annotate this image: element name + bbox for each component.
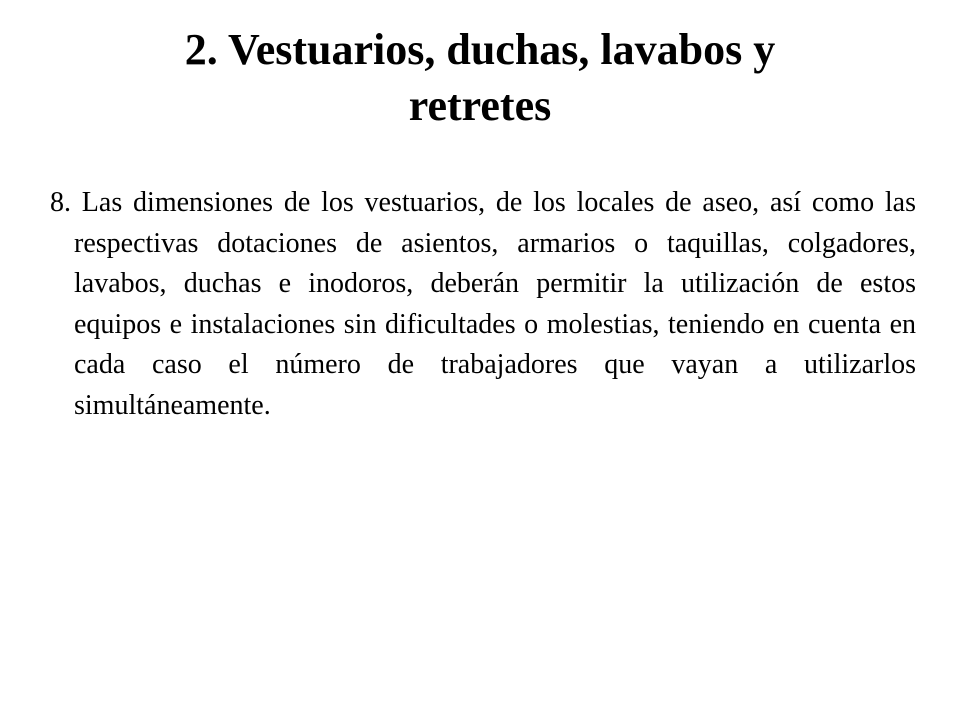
- body-paragraph: 8. Las dimensiones de los vestuarios, de los locales de aseo, así como las respectivas dotaciones de asientos, armarios o taquillas, colgadores, lavabos, duchas e inodoros, deberán permitir la utilización de estos equipos e instalaciones sin dificultades o molestias, teniendo en cuenta en cada caso el número de trabajadores que vayan a utilizarlos simultáneamente.: [50, 187, 916, 421]
- slide-title-line-1: 2. Vestuarios, duchas, lavabos y: [184, 25, 776, 74]
- slide-title: [50, 22, 910, 134]
- slide-title-line-2: retretes: [408, 81, 552, 130]
